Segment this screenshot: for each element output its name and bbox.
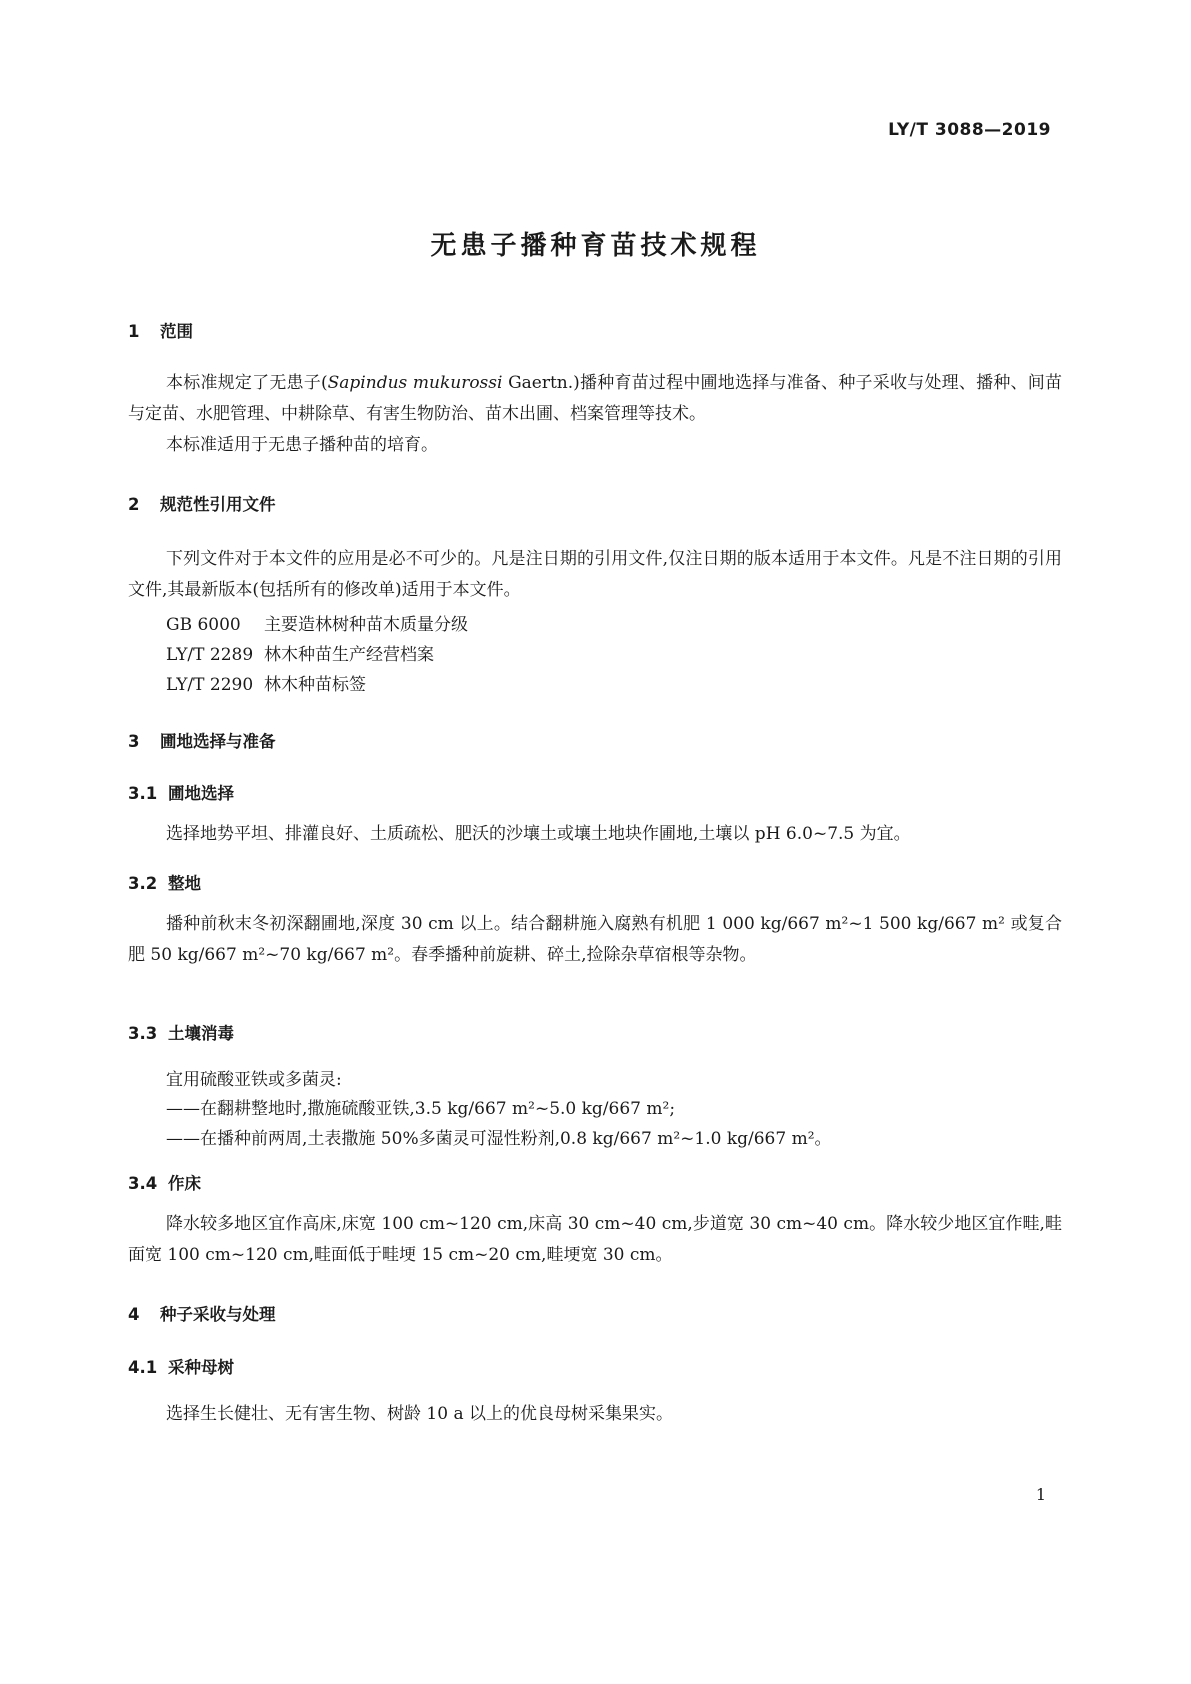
reference-code: LY/T 2290 <box>166 675 254 695</box>
reference-title: 林木种苗标签 <box>264 675 366 695</box>
section-number: 2 <box>128 495 140 514</box>
reference-title: 林木种苗生产经营档案 <box>264 645 434 665</box>
section-number: 3 <box>128 732 140 751</box>
page-title: 无患子播种育苗技术规程 <box>430 231 761 261</box>
text-run: Gaertn.)播种育苗过程中圃地选择与准备、种子采收与处理、播种、间苗与定苗、水肥管理、中耕除草、有害生物防治、苗木出圃、档案管理等技术。 <box>128 373 1062 424</box>
paragraph-bed-making: 降水较多地区宜作高床,床宽 100 cm~120 cm,床高 30 cm~40 cm,步道宽 30 cm~40 cm。降水较少地区宜作畦,畦面宽 100 cm~120 cm,畦面低于畦埂 15 cm~20 cm,畦埂宽 30 cm。 <box>128 1214 1062 1265</box>
section-title: 范围 <box>160 322 193 341</box>
reference-item <box>166 610 468 635</box>
latin-species-name: Sapindus mukurossi <box>327 373 503 393</box>
reference-item <box>166 640 434 665</box>
reference-title: 主要造林树种苗木质量分级 <box>264 615 468 635</box>
paragraph-scope-1 <box>128 368 1062 430</box>
reference-code: GB 6000 <box>166 615 241 635</box>
paragraph-soil-disinfection: 宜用硫酸亚铁或多菌灵: <box>166 1070 342 1090</box>
section-title: 整地 <box>168 874 201 893</box>
reference-item <box>166 670 366 695</box>
section-number: 3.1 <box>128 784 158 803</box>
subsection-heading-3-2 <box>128 870 201 894</box>
paragraph-site-selection: 选择地势平坦、排灌良好、土质疏松、肥沃的沙壤土或壤土地块作圃地,土壤以 pH 6.0~7.5 为宜。 <box>166 824 911 844</box>
section-number: 3.2 <box>128 874 158 893</box>
subsection-heading-3-3 <box>128 1020 234 1044</box>
section-title: 圃地选择与准备 <box>160 732 276 751</box>
section-number: 3.4 <box>128 1174 158 1193</box>
section-title: 种子采收与处理 <box>160 1305 276 1324</box>
section-number: 3.3 <box>128 1024 158 1043</box>
section-heading-4 <box>128 1301 276 1325</box>
list-item: ——在翻耕整地时,撒施硫酸亚铁,3.5 kg/667 m²~5.0 kg/667 m²; <box>166 1099 676 1119</box>
section-title: 规范性引用文件 <box>160 495 276 514</box>
subsection-heading-3-4 <box>128 1170 201 1194</box>
subsection-heading-4-1 <box>128 1354 234 1378</box>
text-run: 本标准规定了无患子( <box>166 373 328 393</box>
section-title: 土壤消毒 <box>168 1024 234 1043</box>
paragraph-scope-2: 本标准适用于无患子播种苗的培育。 <box>166 435 438 455</box>
standard-code: LY/T 3088—2019 <box>888 120 1051 140</box>
section-number: 1 <box>128 322 140 341</box>
paragraph-mother-trees: 选择生长健壮、无有害生物、树龄 10 a 以上的优良母树采集果实。 <box>166 1404 673 1424</box>
subsection-heading-3-1 <box>128 780 234 804</box>
section-title: 采种母树 <box>168 1358 234 1377</box>
paragraph-land-preparation: 播种前秋末冬初深翻圃地,深度 30 cm 以上。结合翻耕施入腐熟有机肥 1 000 kg/667 m²~1 500 kg/667 m² 或复合肥 50 kg/667 m²~70 kg/667 m²。春季播种前旋耕、碎土,捡除杂草宿根等杂物。 <box>128 914 1062 965</box>
list-item: ——在播种前两周,土表撒施 50%多菌灵可湿性粉剂,0.8 kg/667 m²~1.0 kg/667 m²。 <box>166 1129 832 1149</box>
section-title: 作床 <box>168 1174 201 1193</box>
section-heading-3 <box>128 728 276 752</box>
section-number: 4.1 <box>128 1358 158 1377</box>
section-number: 4 <box>128 1305 140 1324</box>
reference-code: LY/T 2289 <box>166 645 254 665</box>
section-heading-1 <box>128 318 193 342</box>
page-number: 1 <box>1035 1485 1046 1504</box>
section-title: 圃地选择 <box>168 784 234 803</box>
paragraph-normative-refs: 下列文件对于本文件的应用是必不可少的。凡是注日期的引用文件,仅注日期的版本适用于本文件。凡是不注日期的引用文件,其最新版本(包括所有的修改单)适用于本文件。 <box>128 549 1062 600</box>
section-heading-2 <box>128 491 276 515</box>
